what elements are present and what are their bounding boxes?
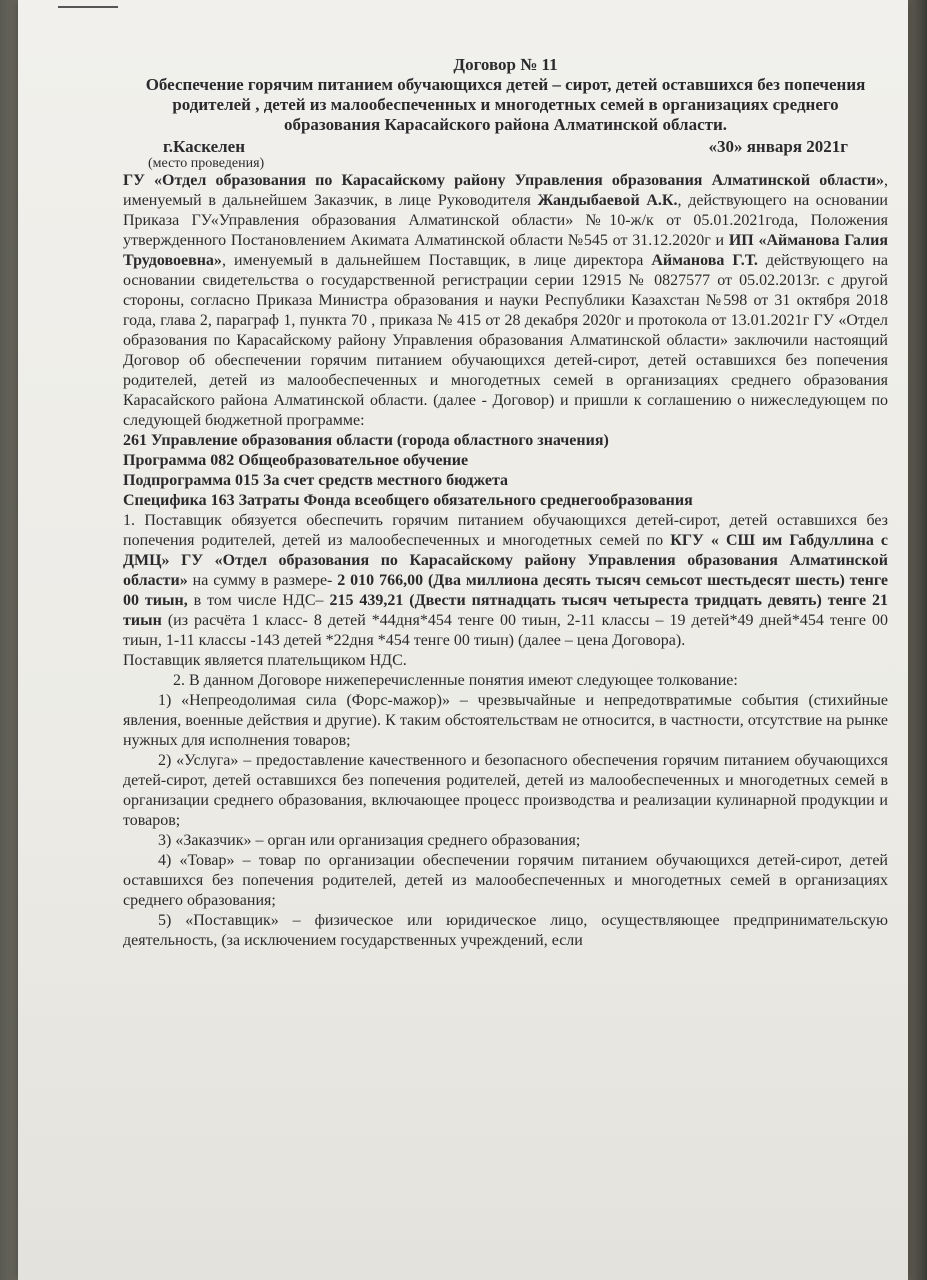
definition-item: 5) «Поставщик» – физическое или юридическое лицо, осуществляющее предпринимательскую деятельность, (за исключением государственных учреждений, если <box>123 912 888 949</box>
city-date-row <box>123 137 888 157</box>
intro-text-b: , действующего на основании Приказа ГУ«Управления образования Алматинской области» №10-ж/к от 05.01.2021года, Положения утвержденного Постановлением Акимата Алматинской области №545 от 31.12.2020г и <box>123 192 888 249</box>
definition-item: 1) «Непреодолимая сила (Форс-мажор)» – чрезвычайные и непредотвратимые события (стихийные явления, военные действия и другие). К таким обстоятельствам не относится, в частности, отсутствие на рынке нужных для исполнения товаров; <box>123 692 888 749</box>
school-name: КГУ « СШ им Габдуллина с ДМЦ» ГУ «Отдел образования по Карасайскому району Управления образования Алматинской области» <box>123 532 888 589</box>
contract-city: г.Каскелен <box>163 137 245 156</box>
intro-text-d: действующего на основании свидетельства о государственной регистрации серии 12915 № 0827577 от 05.02.2013г. с другой стороны, согласно Приказа Министра образования и науки Республики Казахстан №598 от 31 октября 2018 года, глава 2, параграф 1, пункта 70 , приказа № 415 от 28 декабря 2020г и протокола от 13.01.2021г ГУ «Отдел образования по Карасайскому району Управления образования Алматинской области» заключили настоящий Договор об обеспечении горячим питанием обучающихся детей-сирот, детей оставшихся без попечения родителей, детей из малообеспеченных и многодетных семей в организациях среднего образования Карасайского района Алматинской области. (далее - Договор) и пришли к соглашению о нижеследующем по следующей бюджетной программе: <box>123 252 889 429</box>
intro-text-a: , именуемый в дальнейшем Заказчик, в лице Руководителя <box>123 172 888 209</box>
definition-item: 3) «Заказчик» – орган или организация среднего образования; <box>158 832 581 849</box>
program-line-3: Подпрограмма 015 За счет средств местного бюджета <box>123 472 509 489</box>
program-line-2: Программа 082 Общеобразовательное обучение <box>123 452 469 469</box>
definition-item: 2) «Услуга» – предоставление качественного и безопасного обеспечения горячим питанием обучающихся детей-сирот, детей оставшихся без попечения родителей, детей из малообеспеченных и многодетных семей в организации среднего образования, включающее процесс производства и реализации кулинарной продукции и товаров; <box>123 752 888 829</box>
document-page <box>18 0 908 1280</box>
clause-1-c: на сумму в размере- <box>187 572 338 589</box>
clause-1-a: 1. Поставщик обязуется обеспечить горячим питанием обучающихся детей-сирот, детей оставшихся без попечения родителей, детей из малообеспеченных и многодетных семей по <box>123 512 888 549</box>
clause-1-g: (из расчёта 1 класс- 8 детей *44дня*454 тенге 00 тиын, 2-11 классы – 19 детей*49 дней*454 тенге 00 тиын, 1-11 классы -143 детей *22дня *454 тенге 00 тиын) (далее – цена Договора). <box>123 612 888 649</box>
program-line-4: Специфика 163 Затраты Фонда всеобщего обязательного среднегообразования <box>123 492 693 509</box>
definition-item: 4) «Товар» – товар по организации обеспечении горячим питанием обучающихся детей-сирот, детей оставшихся без попечения родителей, детей из малообеспеченных и многодетных семей в организациях среднего образования; <box>123 852 888 909</box>
document-content <box>123 55 888 951</box>
program-line-1: 261 Управление образования области (города областного значения) <box>123 432 609 449</box>
clause-1 <box>123 511 888 651</box>
customer-head: Жандыбаевой А.К. <box>537 192 678 209</box>
place-note: (место проведения) <box>148 156 265 171</box>
clause-2: 2. В данном Договоре нижеперечисленные понятия имеют следующее толкование: <box>173 672 738 689</box>
contract-title: Договор № 11 <box>453 55 558 74</box>
intro-text-c: , именуемый в дальнейшем Поставщик, в лице директора <box>221 252 652 269</box>
supplier-director: Айманова Г.Т. <box>651 252 758 269</box>
vat-sum: 215 439,21 (Двести пятнадцать тысяч четыреста тридцать девять) тенге 21 тиын <box>123 592 888 629</box>
supplier-name: ИП «Айманова Галия Трудовоевна» <box>123 232 888 269</box>
clause-1-e: в том числе НДС– <box>187 592 330 609</box>
vat-note: Поставщик является плательщиком НДС. <box>123 652 407 669</box>
contract-subtitle: Обеспечение горячим питанием обучающихся детей – сирот, детей оставшихся без попечения родителей , детей из малообеспеченных и многодетных семей в организациях среднего образования Карасайского района Алматинской области. <box>145 75 866 134</box>
customer-name: ГУ «Отдел образования по Карасайскому району Управления образования Алматинской области» <box>123 172 884 189</box>
contract-date: «30» января 2021г <box>708 137 848 156</box>
intro-paragraph <box>123 171 888 431</box>
contract-sum: 2 010 766,00 (Два миллиона десять тысяч семьсот шестьдесят шесть) тенге 00 тиын, <box>123 572 889 609</box>
edge-mark <box>58 6 118 16</box>
